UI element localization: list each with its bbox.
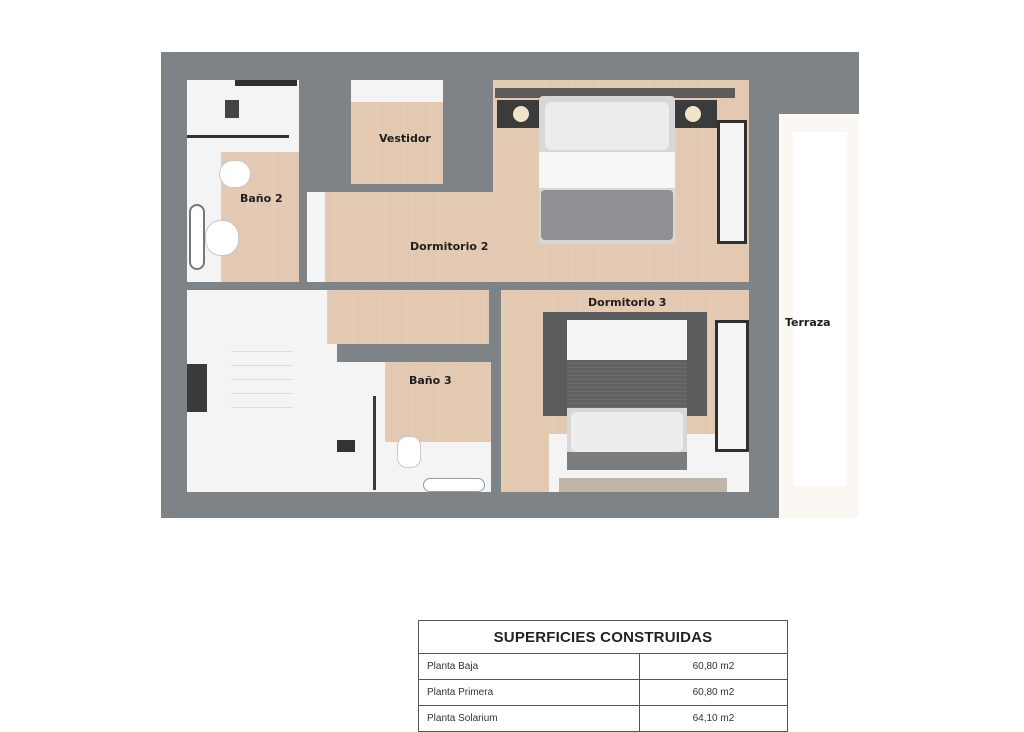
terraza-inner xyxy=(793,132,847,486)
rug xyxy=(559,478,727,492)
room-label-dormitorio3: Dormitorio 3 xyxy=(588,296,667,309)
lamp-left-icon xyxy=(513,106,529,122)
sink-2-icon xyxy=(423,478,485,492)
toilet-2-icon xyxy=(397,436,421,468)
window-top xyxy=(235,80,297,86)
room-label-vestidor: Vestidor xyxy=(379,132,431,145)
staircase-icon xyxy=(231,348,293,408)
bed2-duvet xyxy=(567,320,687,360)
surfaces-table xyxy=(418,620,788,732)
toilet-icon xyxy=(219,160,251,188)
shower-screen xyxy=(187,135,289,138)
mirror-icon xyxy=(189,204,205,270)
lamp-right-icon xyxy=(685,106,701,122)
table-row xyxy=(419,680,788,706)
room-label-bano3: Baño 3 xyxy=(409,374,452,387)
room-label-bano2: Baño 2 xyxy=(240,192,283,205)
shower-tap-2-icon xyxy=(337,440,355,452)
table-header-row xyxy=(419,621,788,654)
sink-icon xyxy=(205,220,239,256)
floor-plan xyxy=(161,52,859,518)
table-title: SUPERFICIES CONSTRUIDAS xyxy=(419,621,788,654)
bed1-duvet xyxy=(539,152,675,188)
bed2-base xyxy=(567,452,687,470)
window-right-1 xyxy=(717,120,747,244)
row-value: 60,80 m2 xyxy=(639,654,787,680)
row-label: Planta Solarium xyxy=(419,706,640,732)
row-value: 64,10 m2 xyxy=(639,706,787,732)
row-label: Planta Primera xyxy=(419,680,640,706)
room-label-terraza: Terraza xyxy=(785,316,831,329)
row-label: Planta Baja xyxy=(419,654,640,680)
shower-screen-2 xyxy=(373,396,376,490)
row-value: 60,80 m2 xyxy=(639,680,787,706)
room-label-dormitorio2: Dormitorio 2 xyxy=(410,240,489,253)
bed1-pillows xyxy=(545,102,669,150)
stair-wall-dark xyxy=(187,364,207,412)
table-row xyxy=(419,654,788,680)
table-row xyxy=(419,706,788,732)
shower-tap-icon xyxy=(225,100,239,118)
bed2-pillows xyxy=(571,412,683,452)
bed1-throw xyxy=(541,190,673,240)
window-right-2 xyxy=(715,320,749,452)
bed2-throw xyxy=(567,360,687,408)
vestidor-shelf xyxy=(351,80,443,102)
hall-floor xyxy=(327,290,489,344)
dormitorio2-door-area xyxy=(307,192,325,282)
